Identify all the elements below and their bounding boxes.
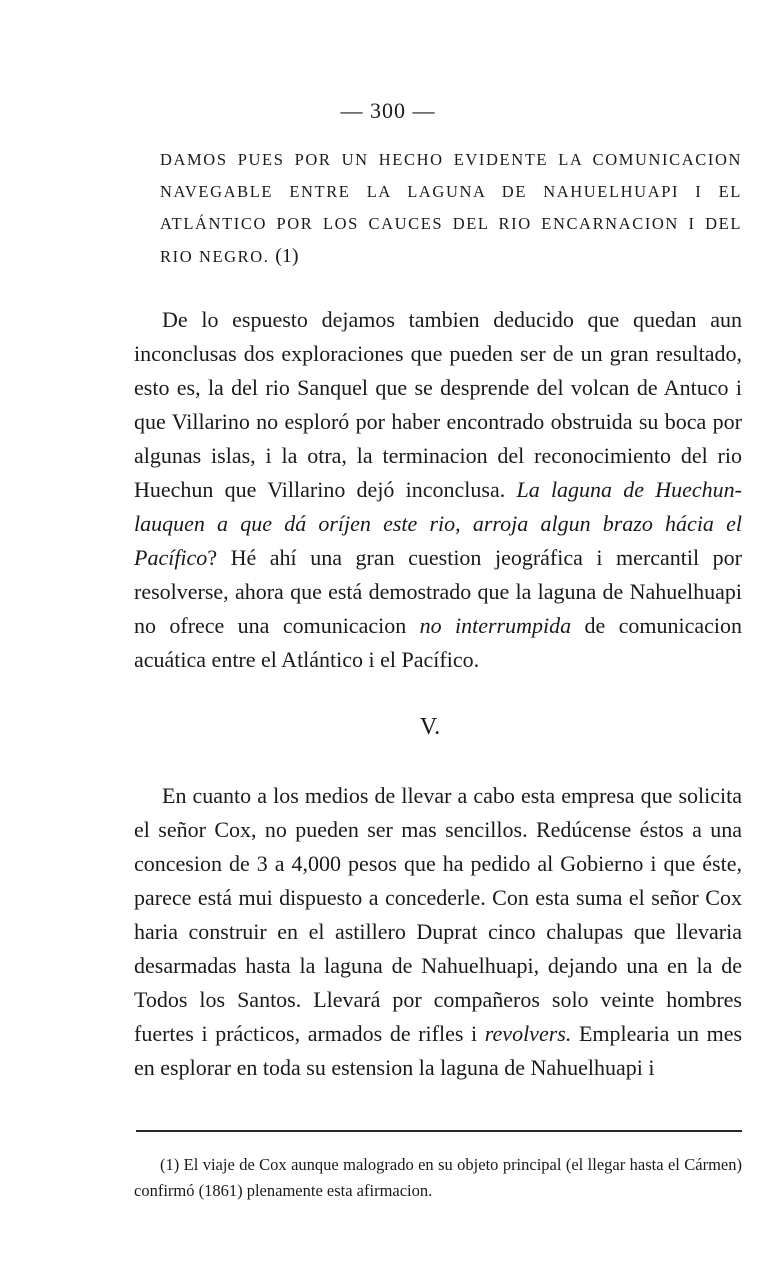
paragraph-1-text-b: ? Hé ahí una gran cuestion jeográfica i mercantil por resolverse, ahora que está demostrado que la laguna de Nahuelhuapi no ofrece una comunicacion [134,545,742,638]
footnote: (1) El viaje de Cox aunque malogrado en su objeto principal (el llegar hasta el Cármen) confirmó (1861) plenamente esta afirmacion. [134,1155,742,1200]
page-number: — 300 — [340,98,436,123]
paragraph-2-text-b: Emplearia un mes en esplorar en toda su estension la laguna de Nahuelhuapi i [134,1021,743,1080]
paragraph-1-text-a: De lo espuesto dejamos tambien deducido que quedan aun inconclusas dos exploraciones que pueden ser de un gran resultado, esto es, la del rio Sanquel que se desprende del volcan de Antuco i que Villarino no esploró por haber encontrado obstruida su boca por algunas islas, i la otra, la terminacion del reconocimiento del rio Huechun que Villarino dejó inconclusa. [134,307,742,502]
paragraph-1-italic-b: no interrumpida [419,613,572,638]
caps-heading-text: DAMOS PUES POR UN HECHO EVIDENTE LA COMUNICACION NAVEGABLE ENTRE LA LAGUNA DE NAHUELHUAPI I EL ATLÁNTICO POR LOS CAUCES DEL RIO ENCARNACION I DEL RIO NEGRO. [160,150,742,266]
paragraph-1 [134,303,742,677]
paragraph-1-italic-a: La laguna de Huechun-lauquen a que dá oríjen este rio, arroja algun brazo hácia el Pacífico [134,477,743,570]
section-number: V. [419,714,441,740]
paragraph-1-text-c: de comunicacion acuática entre el Atlántico i el Pacífico. [134,613,742,672]
caps-heading [160,144,742,273]
paragraph-2-text-a: En cuanto a los medios de llevar a cabo esta empresa que solicita el señor Cox, no pueden ser mas sencillos. Redúcense éstos a una concesion de 3 a 4,000 pesos que ha pedido al Gobierno i que éste, parece está mui dispuesto a concederle. Con esta suma el señor Cox haria construir en el astillero Duprat cinco chalupas que llevaria desarmadas hasta la laguna de Nahuelhuapi, dejando una en la de Todos los Santos. Llevará por compañeros solo veinte hombres fuertes i prácticos, armados de rifles i [134,783,742,1046]
paragraph-2 [134,779,742,1085]
footnote-reference: (1) [275,245,299,267]
footnote-divider [136,1130,742,1132]
paragraph-2-italic-a: revolvers. [484,1021,572,1046]
